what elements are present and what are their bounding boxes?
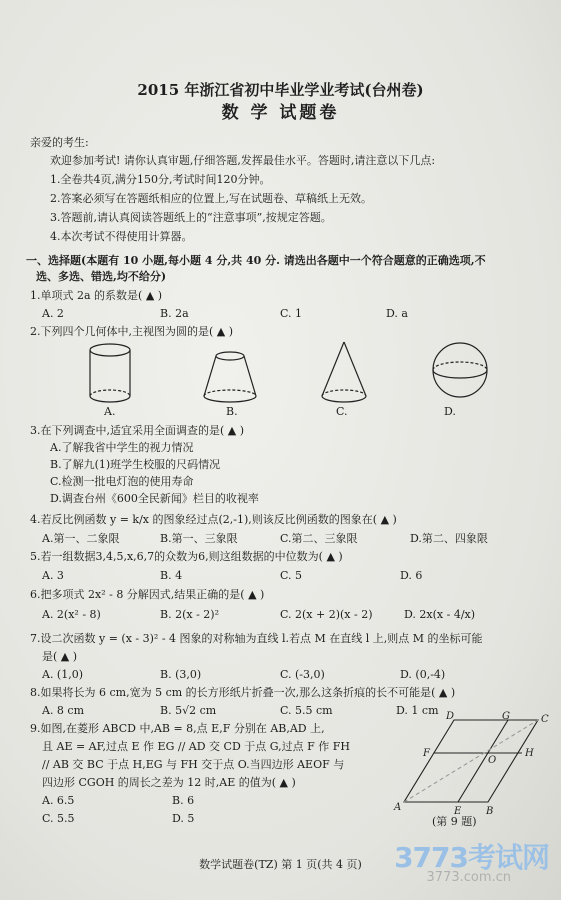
- point-f: F: [423, 748, 430, 759]
- q2-stem: 2.下列四个几何体中,主视图为圆的是( ▲ ): [30, 325, 234, 338]
- point-d: D: [446, 711, 455, 722]
- q5-stem: 5.若一组数据3,4,5,x,6,7的众数为6,则这组数据的中位数为( ▲ ): [30, 550, 343, 563]
- q8-stem: 8.如果将长为 6 cm,宽为 5 cm 的长方形纸片折叠一次,那么这条折痕的长不可能是( ▲ ): [30, 686, 456, 699]
- q8-option-d: D. 1 cm: [396, 704, 439, 717]
- q9-stem: 9.如图,在菱形 ABCD 中,AB = 8,点 E,F 分别在 AB,AD 上,: [30, 722, 325, 735]
- q5-option-c: C. 5: [280, 569, 303, 582]
- q1-option-c: C. 1: [280, 307, 303, 320]
- q4-stem: 4.若反比例函数 y = k/x 的图象经过点(2,-1),则该反比例函数的图象在( ▲ ): [30, 513, 397, 526]
- notice-item-4: 4.本次考试不得使用计算器。: [50, 230, 193, 243]
- q9-option-b: B. 6: [172, 794, 195, 807]
- q3-stem: 3.在下列调查中,适宜采用全面调查的是( ▲ ): [30, 424, 245, 437]
- exam-subtitle: 数 学 试题卷: [221, 103, 340, 123]
- notice-intro: 欢迎参加考试! 请你认真审题,仔细答题,发挥最佳水平。答题时,请注意以下几点:: [50, 154, 436, 167]
- point-e: E: [454, 806, 462, 817]
- cone-icon: [322, 342, 366, 402]
- q9-option-c: C. 5.5: [42, 812, 75, 825]
- notice-item-3: 3.答题前,请认真阅读答题纸上的“注意事项”,按规定答题。: [50, 211, 332, 224]
- q8-option-b: B. 5√2 cm: [160, 704, 217, 717]
- watermark-url: 3773.com.cn: [426, 870, 511, 885]
- q7-option-a: A. (1,0): [42, 668, 84, 681]
- q4-option-c: C.第二、三象限: [280, 532, 358, 545]
- frustum-icon: [204, 352, 256, 402]
- q2-label-b: B.: [226, 405, 238, 418]
- q2-label-d: D.: [444, 405, 456, 418]
- q7-stem-2: 是( ▲ ): [42, 650, 78, 663]
- exam-title: 2015 年浙江省初中毕业学业考试(台州卷): [137, 81, 424, 99]
- point-o: O: [488, 755, 497, 766]
- section1-heading-2: 选、多选、错选,均不给分): [36, 270, 167, 283]
- q3-option-a: A.了解我省中学生的视力情况: [50, 441, 194, 454]
- q9-option-d: D. 5: [172, 812, 195, 825]
- notice-item-1: 1.全卷共4页,满分150分,考试时间120分钟。: [50, 173, 271, 186]
- greeting: 亲爱的考生:: [30, 136, 89, 149]
- q7-stem: 7.设二次函数 y = (x - 3)² - 4 图象的对称轴为直线 l.若点 M 在直线 l 上,则点 M 的坐标可能: [30, 632, 483, 645]
- q6-option-b: B. 2(x - 2)²: [160, 608, 219, 621]
- q9-stem-3: // AB 交 BC 于点 H,EG 与 FH 交于点 O.当四边形 AEOF 与: [42, 758, 345, 771]
- q9-stem-2: 且 AE = AF,过点 E 作 EG // AD 交 CD 于点 G,过点 F 作 FH: [42, 740, 351, 753]
- q6-option-d: D. 2x(x - 4/x): [404, 608, 476, 621]
- q5-option-a: A. 3: [42, 569, 64, 582]
- q6-option-c: C. 2(x + 2)(x - 2): [280, 608, 373, 621]
- q3-option-b: B.了解九(1)班学生校服的尺码情况: [50, 458, 221, 471]
- q1-stem: 1.单项式 2a 的系数是( ▲ ): [30, 289, 163, 302]
- q9-stem-4: 四边形 CGOH 的周长之差为 12 时,AE 的值为( ▲ ): [42, 776, 296, 789]
- q6-option-a: A. 2(x² - 8): [42, 608, 101, 621]
- sphere-icon: [433, 343, 487, 397]
- q1-option-b: B. 2a: [160, 307, 189, 320]
- q9-figure-caption: (第 9 题): [432, 815, 477, 828]
- q1-option-d: D. a: [386, 307, 408, 320]
- point-a: A: [394, 802, 402, 813]
- point-b: B: [486, 806, 494, 817]
- watermark-logo: 3773考试网: [394, 841, 549, 874]
- q5-option-d: D. 6: [400, 569, 423, 582]
- section1-heading: 一、选择题(本题有 10 小题,每小题 4 分,共 40 分. 请选出各题中一个符合题意的正确选项,不: [26, 254, 486, 267]
- q2-label-c: C.: [336, 405, 348, 418]
- notice-item-2: 2.答案必须写在答题纸相应的位置上,写在试题卷、草稿纸上无效。: [50, 192, 372, 205]
- q9-option-a: A. 6.5: [42, 794, 75, 807]
- q4-option-b: B.第一、三象限: [160, 532, 238, 545]
- page-footer: 数学试题卷(TZ) 第 1 页(共 4 页): [199, 858, 362, 871]
- q8-option-c: C. 5.5 cm: [280, 704, 333, 717]
- q7-option-d: D. (0,-4): [400, 668, 446, 681]
- q8-option-a: A. 8 cm: [42, 704, 85, 717]
- q6-stem: 6.把多项式 2x² - 8 分解因式,结果正确的是( ▲ ): [30, 588, 265, 601]
- point-h: H: [525, 748, 534, 759]
- point-c: C: [541, 714, 549, 725]
- q9-rhombus-figure: [392, 710, 552, 828]
- q7-option-b: B. (3,0): [160, 668, 202, 681]
- cylinder-icon: [90, 344, 130, 402]
- point-g: G: [502, 711, 510, 722]
- q3-option-d: D.调查台州《600全民新闻》栏目的收视率: [50, 492, 259, 505]
- q4-option-d: D.第二、四象限: [410, 532, 488, 545]
- q4-option-a: A.第一、二象限: [42, 532, 120, 545]
- q3-option-c: C.检测一批电灯泡的使用寿命: [50, 475, 194, 488]
- q5-option-b: B. 4: [160, 569, 183, 582]
- q7-option-c: C. (-3,0): [280, 668, 325, 681]
- q2-solids-figure: [80, 340, 520, 412]
- q1-option-a: A. 2: [42, 307, 64, 320]
- q2-label-a: A.: [104, 405, 116, 418]
